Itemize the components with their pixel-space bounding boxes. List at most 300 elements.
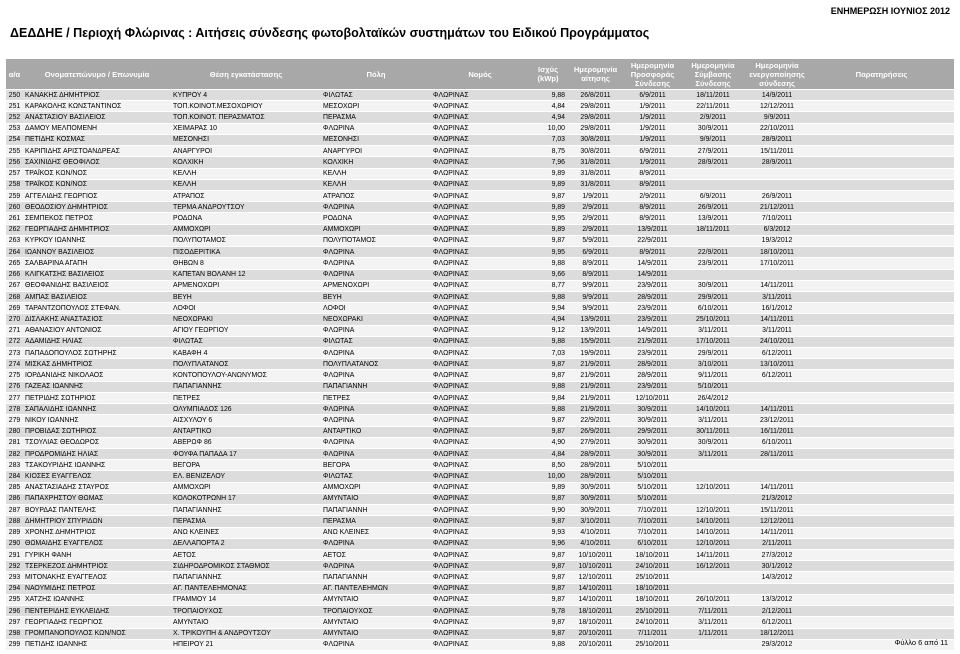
cell-application-date: 6/9/2011	[567, 247, 624, 258]
cell-activation-date: 27/3/2012	[745, 549, 809, 560]
cell-power: 9,12	[529, 325, 567, 336]
cell-name: ΧΑΤΖΗΣ ΙΩΑΝΝΗΣ	[23, 594, 171, 605]
cell-application-date: 21/9/2011	[567, 370, 624, 381]
cell-city: ΦΛΩΡΙΝΑ	[321, 538, 431, 549]
cell-offer-date: 30/9/2011	[624, 404, 681, 415]
table-row	[6, 134, 954, 145]
cell-remarks	[809, 101, 954, 112]
cell-activation-date: 14/11/2011	[745, 482, 809, 493]
cell-city: ΑΝΤΑΡΤΙΚΟ	[321, 426, 431, 437]
cell-index: 253	[6, 123, 23, 134]
cell-prefecture: ΦΛΩΡΙΝΑΣ	[431, 280, 529, 291]
table-row	[6, 437, 954, 448]
cell-remarks	[809, 280, 954, 291]
cell-offer-date: 7/11/2011	[624, 628, 681, 639]
cell-contract-date	[681, 493, 745, 504]
cell-name: ΧΡΟΝΗΣ ΔΗΜΗΤΡΙΟΣ	[23, 527, 171, 538]
cell-index: 261	[6, 213, 23, 224]
cell-activation-date: 2/11/2011	[745, 538, 809, 549]
cell-contract-date: 14/10/2011	[681, 404, 745, 415]
cell-remarks	[809, 190, 954, 201]
cell-application-date: 29/8/2011	[567, 123, 624, 134]
cell-city: ΦΛΩΡΙΝΑ	[321, 258, 431, 269]
cell-index: 267	[6, 280, 23, 291]
cell-contract-date: 14/10/2011	[681, 516, 745, 527]
cell-application-date: 26/8/2011	[567, 90, 624, 101]
cell-offer-date: 5/10/2011	[624, 471, 681, 482]
cell-city: ΠΕΡΑΣΜΑ	[321, 112, 431, 123]
cell-prefecture: ΦΛΩΡΙΝΑΣ	[431, 247, 529, 258]
cell-remarks	[809, 460, 954, 471]
cell-activation-date: 21/3/2012	[745, 493, 809, 504]
cell-index: 296	[6, 606, 23, 617]
cell-power: 9,88	[529, 291, 567, 302]
cell-activation-date: 28/11/2011	[745, 449, 809, 460]
cell-city: ΑΜΜΟΧΩΡΙ	[321, 482, 431, 493]
table-row	[6, 628, 954, 639]
cell-prefecture: ΦΛΩΡΙΝΑΣ	[431, 449, 529, 460]
cell-offer-date: 1/9/2011	[624, 112, 681, 123]
cell-location: ΠΕΤΡΕΣ	[171, 392, 321, 403]
cell-location: ΑΜΜΟΧΩΡΙ	[171, 482, 321, 493]
cell-location: ΠΕΡΑΣΜΑ	[171, 516, 321, 527]
cell-power: 9,87	[529, 493, 567, 504]
cell-activation-date: 6/3/2012	[745, 224, 809, 235]
cell-remarks	[809, 224, 954, 235]
cell-name: ΣΑΠΑΛΙΔΗΣ ΙΩΑΝΝΗΣ	[23, 404, 171, 415]
col-header: Ημερομηνία ενεργοποίησης σύνδεσης	[745, 59, 809, 90]
cell-offer-date: 1/9/2011	[624, 101, 681, 112]
cell-contract-date: 16/12/2011	[681, 561, 745, 572]
cell-application-date: 19/9/2011	[567, 348, 624, 359]
cell-remarks	[809, 505, 954, 516]
cell-application-date: 2/9/2011	[567, 224, 624, 235]
cell-name: ΚΑΝΑΚΗΣ ΔΗΜΗΤΡΙΟΣ	[23, 90, 171, 101]
cell-activation-date: 30/1/2012	[745, 561, 809, 572]
cell-remarks	[809, 606, 954, 617]
cell-location: ΚΟΛΟΚΟΤΡΩΝΗ 17	[171, 493, 321, 504]
table-row	[6, 561, 954, 572]
cell-remarks	[809, 314, 954, 325]
cell-name: ΤΣΟΥΛΙΑΣ ΘΕΟΔΩΡΟΣ	[23, 437, 171, 448]
cell-city: ΠΕΡΑΣΜΑ	[321, 516, 431, 527]
cell-application-date: 14/10/2011	[567, 594, 624, 605]
cell-activation-date: 12/12/2011	[745, 516, 809, 527]
cell-contract-date: 30/9/2011	[681, 280, 745, 291]
cell-power: 4,94	[529, 112, 567, 123]
cell-contract-date: 28/9/2011	[681, 157, 745, 168]
table-row	[6, 303, 954, 314]
cell-prefecture: ΦΛΩΡΙΝΑΣ	[431, 628, 529, 639]
cell-index: 251	[6, 101, 23, 112]
cell-city: ΑΕΤΟΣ	[321, 549, 431, 560]
cell-city: ΠΕΤΡΕΣ	[321, 392, 431, 403]
cell-remarks	[809, 213, 954, 224]
cell-offer-date: 25/10/2011	[624, 606, 681, 617]
cell-index: 284	[6, 471, 23, 482]
cell-application-date: 1/9/2011	[567, 190, 624, 201]
cell-prefecture: ΦΛΩΡΙΝΑΣ	[431, 606, 529, 617]
cell-power: 9,87	[529, 549, 567, 560]
table-row	[6, 359, 954, 370]
cell-prefecture: ΦΛΩΡΙΝΑΣ	[431, 617, 529, 628]
cell-remarks	[809, 269, 954, 280]
table-header-row	[6, 59, 954, 90]
cell-remarks	[809, 482, 954, 493]
cell-offer-date: 29/9/2011	[624, 426, 681, 437]
cell-power: 9,87	[529, 617, 567, 628]
applications-table	[6, 59, 954, 651]
cell-index: 288	[6, 516, 23, 527]
cell-city: ΦΛΩΡΙΝΑ	[321, 370, 431, 381]
cell-name: ΜΙΣΚΑΣ ΔΗΜΗΤΡΙΟΣ	[23, 359, 171, 370]
cell-remarks	[809, 325, 954, 336]
cell-power: 7,03	[529, 134, 567, 145]
cell-index: 272	[6, 336, 23, 347]
cell-location: ΑΒΕΡΩΦ 86	[171, 437, 321, 448]
cell-location: ΚΟΛΧΙΚΗ	[171, 157, 321, 168]
cell-name: ΚΑΡΑΚΟΛΗΣ ΚΩΝΣΤΑΝΤΙΝΟΣ	[23, 101, 171, 112]
cell-application-date: 5/9/2011	[567, 235, 624, 246]
cell-index: 270	[6, 314, 23, 325]
cell-prefecture: ΦΛΩΡΙΝΑΣ	[431, 415, 529, 426]
cell-city: ΜΕΣΟΝΗΣΙ	[321, 134, 431, 145]
cell-power: 9,87	[529, 359, 567, 370]
table-row	[6, 617, 954, 628]
cell-offer-date: 8/9/2011	[624, 213, 681, 224]
table-row	[6, 572, 954, 583]
cell-offer-date: 5/10/2011	[624, 482, 681, 493]
cell-prefecture: ΦΛΩΡΙΝΑΣ	[431, 583, 529, 594]
cell-contract-date: 3/11/2011	[681, 617, 745, 628]
cell-application-date: 8/9/2011	[567, 258, 624, 269]
cell-city: ΦΛΩΡΙΝΑ	[321, 247, 431, 258]
cell-name: ΓΕΩΡΓΙΑΔΗΣ ΓΕΩΡΓΙΟΣ	[23, 617, 171, 628]
cell-offer-date: 28/9/2011	[624, 291, 681, 302]
cell-application-date: 9/9/2011	[567, 291, 624, 302]
cell-power: 8,75	[529, 146, 567, 157]
cell-power: 9,88	[529, 639, 567, 650]
cell-prefecture: ΦΛΩΡΙΝΑΣ	[431, 381, 529, 392]
cell-prefecture: ΦΛΩΡΙΝΑΣ	[431, 258, 529, 269]
cell-remarks	[809, 561, 954, 572]
cell-prefecture: ΦΛΩΡΙΝΑΣ	[431, 325, 529, 336]
cell-name: ΚΙΟΣΕΣ ΕΥΑΓΓΕΛΟΣ	[23, 471, 171, 482]
table-row	[6, 258, 954, 269]
cell-application-date: 21/9/2011	[567, 392, 624, 403]
cell-offer-date: 1/9/2011	[624, 134, 681, 145]
cell-name: ΘΕΟΦΑΝΙΔΗΣ ΒΑΣΙΛΕΙΟΣ	[23, 280, 171, 291]
cell-city: ΑΡΜΕΝΟΧΩΡΙ	[321, 280, 431, 291]
cell-name: ΚΥΡΚΟΥ ΙΩΑΝΝΗΣ	[23, 235, 171, 246]
cell-location: ΗΠΕΙΡΟΥ 21	[171, 639, 321, 650]
cell-contract-date: 12/10/2011	[681, 505, 745, 516]
cell-remarks	[809, 370, 954, 381]
cell-index: 290	[6, 538, 23, 549]
cell-offer-date: 8/9/2011	[624, 179, 681, 190]
cell-activation-date: 26/9/2011	[745, 190, 809, 201]
cell-application-date: 15/9/2011	[567, 336, 624, 347]
cell-activation-date	[745, 471, 809, 482]
cell-activation-date: 7/10/2011	[745, 213, 809, 224]
cell-prefecture: ΦΛΩΡΙΝΑΣ	[431, 336, 529, 347]
cell-index: 271	[6, 325, 23, 336]
table-row	[6, 123, 954, 134]
cell-offer-date: 5/10/2011	[624, 460, 681, 471]
cell-prefecture: ΦΛΩΡΙΝΑΣ	[431, 235, 529, 246]
table-row	[6, 549, 954, 560]
cell-name: ΝΙΚΟΥ ΙΩΑΝΝΗΣ	[23, 415, 171, 426]
cell-remarks	[809, 146, 954, 157]
cell-location: ΤΡΟΠΑΙΟΥΧΟΣ	[171, 606, 321, 617]
cell-application-date: 21/9/2011	[567, 381, 624, 392]
table-row	[6, 269, 954, 280]
col-header: Παρατηρήσεις	[809, 59, 954, 90]
cell-power: 9,88	[529, 404, 567, 415]
cell-name: ΑΝΑΣΤΑΣΙΟΥ ΒΑΣΙΛΕΙΟΣ	[23, 112, 171, 123]
cell-offer-date: 21/9/2011	[624, 336, 681, 347]
cell-power: 10,00	[529, 471, 567, 482]
cell-name: ΔΙΣΛΑΚΗΣ ΑΝΑΣΤΑΣΙΟΣ	[23, 314, 171, 325]
cell-remarks	[809, 617, 954, 628]
cell-city: ΠΑΠΑΓΙΑΝΝΗ	[321, 505, 431, 516]
cell-location: ΚΕΛΛΗ	[171, 179, 321, 190]
cell-activation-date: 14/9/2011	[745, 90, 809, 101]
cell-contract-date: 14/11/2011	[681, 549, 745, 560]
cell-index: 279	[6, 415, 23, 426]
cell-location: ΠΑΠΑΓΙΑΝΝΗΣ	[171, 572, 321, 583]
cell-index: 258	[6, 179, 23, 190]
cell-activation-date: 6/12/2011	[745, 617, 809, 628]
col-header: Ισχύς (kWp)	[529, 59, 567, 90]
cell-prefecture: ΦΛΩΡΙΝΑΣ	[431, 146, 529, 157]
cell-application-date: 20/10/2011	[567, 628, 624, 639]
cell-index: 257	[6, 168, 23, 179]
cell-index: 273	[6, 348, 23, 359]
cell-contract-date: 3/11/2011	[681, 449, 745, 460]
cell-activation-date	[745, 179, 809, 190]
cell-name: ΠΕΤΙΔΗΣ ΙΩΑΝΝΗΣ	[23, 639, 171, 650]
cell-power: 9,89	[529, 179, 567, 190]
cell-city: ΑΜΥΝΤΑΙΟ	[321, 493, 431, 504]
table-row	[6, 505, 954, 516]
cell-city: ΚΟΛΧΙΚΗ	[321, 157, 431, 168]
cell-activation-date: 24/10/2011	[745, 336, 809, 347]
cell-prefecture: ΦΛΩΡΙΝΑΣ	[431, 157, 529, 168]
cell-location: ΒΕΥΗ	[171, 291, 321, 302]
cell-location: ΚΑΠΕΤΑΝ ΒΟΛΑΝΗ 12	[171, 269, 321, 280]
cell-remarks	[809, 303, 954, 314]
cell-prefecture: ΦΛΩΡΙΝΑΣ	[431, 549, 529, 560]
cell-index: 259	[6, 190, 23, 201]
cell-location: ΚΥΠΡΟΥ 4	[171, 90, 321, 101]
cell-prefecture: ΦΛΩΡΙΝΑΣ	[431, 594, 529, 605]
cell-application-date: 28/9/2011	[567, 460, 624, 471]
cell-power: 9,78	[529, 606, 567, 617]
cell-location: ΠΑΠΑΓΙΑΝΝΗΣ	[171, 505, 321, 516]
cell-application-date: 10/10/2011	[567, 561, 624, 572]
cell-activation-date: 15/11/2011	[745, 505, 809, 516]
cell-prefecture: ΦΛΩΡΙΝΑΣ	[431, 404, 529, 415]
cell-city: ΒΕΥΗ	[321, 291, 431, 302]
cell-offer-date: 14/9/2011	[624, 258, 681, 269]
cell-name: ΔΗΜΗΤΡΙΟΥ ΣΠΥΡΙΔΩΝ	[23, 516, 171, 527]
cell-remarks	[809, 112, 954, 123]
cell-prefecture: ΦΛΩΡΙΝΑΣ	[431, 224, 529, 235]
cell-contract-date: 29/9/2011	[681, 291, 745, 302]
cell-index: 282	[6, 449, 23, 460]
cell-power: 9,87	[529, 594, 567, 605]
cell-application-date: 30/8/2011	[567, 134, 624, 145]
cell-application-date: 13/9/2011	[567, 314, 624, 325]
cell-location: ΑΝΩ ΚΛΕΙΝΕΣ	[171, 527, 321, 538]
cell-application-date: 30/9/2011	[567, 505, 624, 516]
cell-remarks	[809, 90, 954, 101]
cell-contract-date: 6/10/2011	[681, 303, 745, 314]
cell-application-date: 14/10/2011	[567, 583, 624, 594]
cell-index: 285	[6, 482, 23, 493]
col-header: Ημερομηνία Προσφοράς Σύνδεσης	[624, 59, 681, 90]
cell-city: ΦΛΩΡΙΝΑ	[321, 269, 431, 280]
cell-offer-date: 18/10/2011	[624, 594, 681, 605]
cell-name: ΓΥΡΙΚΗ ΦΑΝΗ	[23, 549, 171, 560]
cell-application-date: 27/9/2011	[567, 437, 624, 448]
cell-prefecture: ΦΛΩΡΙΝΑΣ	[431, 482, 529, 493]
cell-city: ΠΟΛΥΠΛΑΤΑΝΟΣ	[321, 359, 431, 370]
cell-offer-date: 1/9/2011	[624, 157, 681, 168]
cell-offer-date: 6/9/2011	[624, 146, 681, 157]
cell-location: ΡΟΔΩΝΑ	[171, 213, 321, 224]
cell-index: 280	[6, 426, 23, 437]
cell-city: ΦΛΩΡΙΝΑ	[321, 639, 431, 650]
table-row	[6, 213, 954, 224]
cell-prefecture: ΦΛΩΡΙΝΑΣ	[431, 269, 529, 280]
cell-contract-date: 18/11/2011	[681, 90, 745, 101]
cell-name: ΓΑΖΕΑΣ ΙΩΑΝΝΗΣ	[23, 381, 171, 392]
cell-city: ΚΕΛΛΗ	[321, 179, 431, 190]
cell-application-date: 20/10/2011	[567, 639, 624, 650]
cell-contract-date: 9/11/2011	[681, 370, 745, 381]
cell-prefecture: ΦΛΩΡΙΝΑΣ	[431, 505, 529, 516]
cell-contract-date: 3/11/2011	[681, 415, 745, 426]
cell-offer-date: 23/9/2011	[624, 314, 681, 325]
cell-power: 9,89	[529, 482, 567, 493]
cell-contract-date: 26/10/2011	[681, 594, 745, 605]
cell-contract-date	[681, 168, 745, 179]
cell-location: ΟΛΥΜΠΙΑΔΟΣ 126	[171, 404, 321, 415]
cell-name: ΑΘΑΝΑΣΙΟΥ ΑΝΤΩΝΙΟΣ	[23, 325, 171, 336]
cell-location: ΑΕΤΟΣ	[171, 549, 321, 560]
cell-location: ΤΟΠ.ΚΟΙΝΟΤ.ΜΕΣΟΧΩΡΙΟΥ	[171, 101, 321, 112]
cell-activation-date: 18/10/2011	[745, 247, 809, 258]
cell-offer-date: 7/10/2011	[624, 527, 681, 538]
cell-activation-date	[745, 168, 809, 179]
cell-remarks	[809, 123, 954, 134]
cell-remarks	[809, 516, 954, 527]
cell-activation-date: 16/11/2011	[745, 426, 809, 437]
cell-contract-date: 22/11/2011	[681, 101, 745, 112]
cell-city: ΝΕΟΧΩΡΑΚΙ	[321, 314, 431, 325]
cell-power: 9,89	[529, 202, 567, 213]
cell-location: ΦΟΥΦΑ ΠΑΠΑΔΑ 17	[171, 449, 321, 460]
cell-power: 9,87	[529, 370, 567, 381]
cell-activation-date: 3/11/2011	[745, 325, 809, 336]
cell-location: ΑΓ. ΠΑΝΤΕΛΕΗΜΟΝΑΣ	[171, 583, 321, 594]
cell-contract-date	[681, 269, 745, 280]
cell-application-date: 29/8/2011	[567, 101, 624, 112]
table-row	[6, 471, 954, 482]
cell-power: 9,87	[529, 415, 567, 426]
cell-city: ΦΛΩΡΙΝΑ	[321, 561, 431, 572]
cell-name: ΓΕΩΡΓΙΑΔΗΣ ΔΗΜΗΤΡΙΟΣ	[23, 224, 171, 235]
cell-remarks	[809, 572, 954, 583]
cell-contract-date: 3/11/2011	[681, 325, 745, 336]
cell-application-date: 31/8/2011	[567, 179, 624, 190]
cell-location: ΑΙΣΧΥΛΟΥ 6	[171, 415, 321, 426]
cell-remarks	[809, 291, 954, 302]
cell-contract-date: 9/9/2011	[681, 134, 745, 145]
cell-activation-date: 13/10/2011	[745, 359, 809, 370]
cell-name: ΑΜΠΑΣ ΒΑΣΙΛΕΙΟΣ	[23, 291, 171, 302]
cell-offer-date: 8/9/2011	[624, 247, 681, 258]
sheet-footer: Φύλλο 6 από 11	[894, 638, 948, 647]
cell-index: 286	[6, 493, 23, 504]
cell-name: ΠΡΟΔΡΟΜΙΔΗΣ ΗΛΙΑΣ	[23, 449, 171, 460]
cell-city: ΠΑΠΑΓΙΑΝΝΗ	[321, 381, 431, 392]
cell-application-date: 31/8/2011	[567, 168, 624, 179]
cell-city: ΑΓ. ΠΑΝΤΕΛΕΗΜΩΝ	[321, 583, 431, 594]
cell-application-date: 28/9/2011	[567, 471, 624, 482]
cell-index: 292	[6, 561, 23, 572]
cell-location: ΤΟΠ.ΚΟΙΝΟΤ. ΠΕΡΑΣΜΑΤΟΣ	[171, 112, 321, 123]
cell-location: ΦΙΛΩΤΑΣ	[171, 336, 321, 347]
cell-power: 9,87	[529, 628, 567, 639]
cell-name: ΣΑΧΙΝΙΔΗΣ ΘΕΟΦΙΛΟΣ	[23, 157, 171, 168]
cell-offer-date: 23/9/2011	[624, 348, 681, 359]
cell-contract-date: 14/10/2011	[681, 527, 745, 538]
cell-offer-date: 7/10/2011	[624, 516, 681, 527]
cell-activation-date: 15/11/2011	[745, 146, 809, 157]
cell-name: ΑΔΑΜΙΔΗΣ ΗΛΙΑΣ	[23, 336, 171, 347]
cell-application-date: 21/9/2011	[567, 359, 624, 370]
cell-activation-date: 19/3/2012	[745, 235, 809, 246]
cell-prefecture: ΦΛΩΡΙΝΑΣ	[431, 359, 529, 370]
cell-city: ΛΟΦΟΙ	[321, 303, 431, 314]
table-row	[6, 157, 954, 168]
cell-index: 297	[6, 617, 23, 628]
cell-contract-date: 22/9/2011	[681, 247, 745, 258]
cell-activation-date: 14/11/2011	[745, 527, 809, 538]
cell-name: ΠΡΟΒΙΔΑΣ ΣΩΤΗΡΙΟΣ	[23, 426, 171, 437]
cell-location: ΕΛ. ΒΕΝΙΖΕΛΟΥ	[171, 471, 321, 482]
table-row	[6, 583, 954, 594]
cell-prefecture: ΦΛΩΡΙΝΑΣ	[431, 112, 529, 123]
cell-power: 9,87	[529, 572, 567, 583]
cell-index: 291	[6, 549, 23, 560]
cell-activation-date: 22/10/2011	[745, 123, 809, 134]
table-row	[6, 112, 954, 123]
table-row	[6, 460, 954, 471]
cell-power: 4,84	[529, 101, 567, 112]
cell-contract-date: 12/10/2011	[681, 482, 745, 493]
cell-name: ΠΑΠΑΧΡΗΣΤΟΥ ΘΩΜΑΣ	[23, 493, 171, 504]
cell-prefecture: ΦΛΩΡΙΝΑΣ	[431, 572, 529, 583]
cell-index: 254	[6, 134, 23, 145]
cell-contract-date: 30/9/2011	[681, 437, 745, 448]
cell-application-date: 8/9/2011	[567, 269, 624, 280]
cell-city: ΦΙΛΩΤΑΣ	[321, 336, 431, 347]
cell-city: ΦΛΩΡΙΝΑ	[321, 123, 431, 134]
